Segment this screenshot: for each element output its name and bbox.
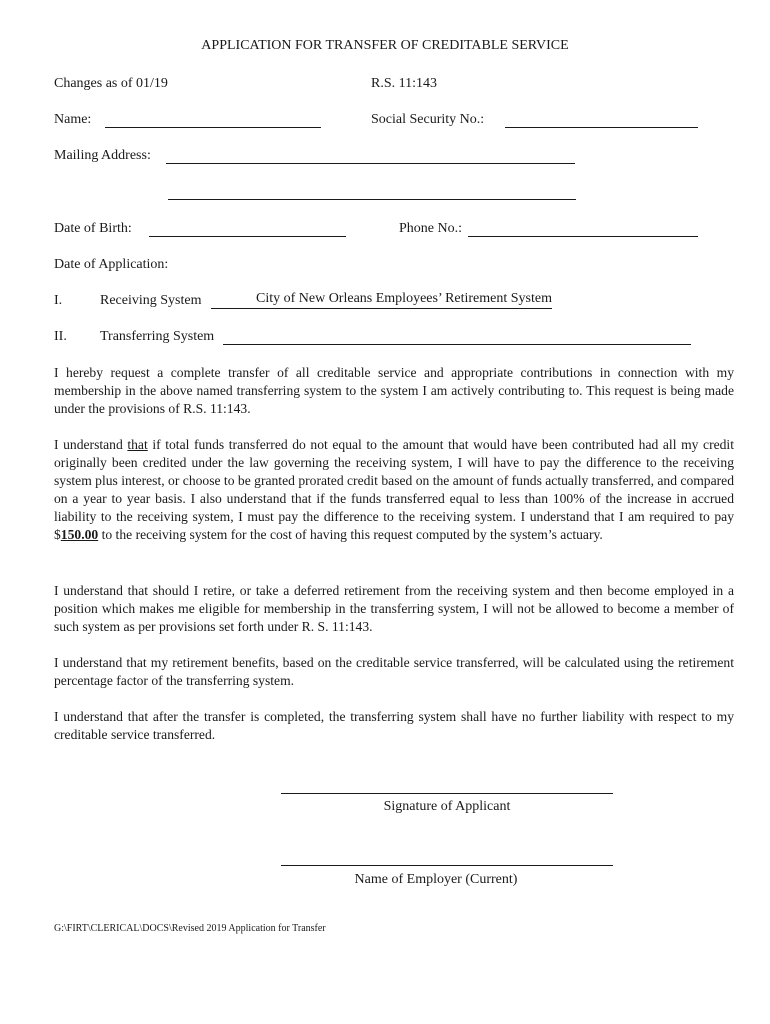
employer-name-label: Name of Employer (Current) xyxy=(354,872,518,887)
ssn-field[interactable] xyxy=(505,110,698,128)
employer-name-line[interactable] xyxy=(281,865,613,866)
changes-as-of-label: Changes as of 01/19 xyxy=(54,76,168,91)
dob-label: Date of Birth: xyxy=(54,221,132,236)
mailing-address-field-line1[interactable] xyxy=(166,146,575,164)
receiving-system-field[interactable]: City of New Orleans Employees’ Retirement System xyxy=(211,291,552,309)
applicant-signature-line[interactable] xyxy=(281,793,613,794)
phone-label: Phone No.: xyxy=(399,221,462,236)
paragraph-funds-difference xyxy=(54,436,734,544)
date-of-application-label: Date of Application: xyxy=(54,257,169,272)
applicant-signature-label: Signature of Applicant xyxy=(383,799,511,814)
paragraph-funds-text-c: to the receiving system for the cost of having this request computed by the system’s actuary. xyxy=(98,527,603,542)
paragraph-benefits: I understand that my retirement benefits, based on the creditable service transferred, will be calculated using the retirement percentage factor of the transferring system. xyxy=(54,655,734,688)
paragraph-funds-text-b: if total funds transferred do not equal to the amount that would have been contributed had all my credit originally been credited under the law governing the receiving system, I will have to pay the difference to the receiving system plus interest, or choose to be granted prorated credit based on the amount of funds actually transferred, and compared on a year to year basis. I also understand that if the funds transferred equal to less than 100% of the increase in accrued liability to the receiving system, I must pay the difference to the receiving system. I understand that I am required to pay $ xyxy=(54,437,734,542)
transferring-system-label: Transferring System xyxy=(100,329,215,344)
section2-number: II. xyxy=(54,329,67,344)
receiving-system-label: Receiving System xyxy=(100,293,202,308)
statute-label: R.S. 11:143 xyxy=(371,76,437,91)
name-field[interactable] xyxy=(105,110,321,128)
dob-field[interactable] xyxy=(149,219,346,237)
actuary-fee-amount: 150.00 xyxy=(60,527,99,542)
ssn-label: Social Security No.: xyxy=(371,112,485,127)
paragraph-request: I hereby request a complete transfer of all creditable service and appropriate contributions in connection with my membership in the above named transferring system to the system I am actively contributing to. This request is being made under the provisions of R.S. 11:143. xyxy=(54,365,734,416)
paragraph-liability: I understand that after the transfer is completed, the transferring system shall have no further liability with respect to my creditable service transferred. xyxy=(54,709,734,742)
paragraph-funds-text-a: I understand xyxy=(54,437,128,452)
transferring-system-field[interactable] xyxy=(223,327,691,345)
mailing-address-field-line2[interactable] xyxy=(168,182,576,200)
paragraph-funds-that: that xyxy=(127,437,148,452)
phone-field[interactable] xyxy=(468,219,698,237)
paragraph-retire: I understand that should I retire, or take a deferred retirement from the receiving system and then become employed in a position which makes me eligible for membership in the transferring system, I will not be allowed to become a member of such system as per provisions set forth under R. S. 11:143. xyxy=(54,583,734,634)
footer-file-path: G:\FIRT\CLERICAL\DOCS\Revised 2019 Application for Transfer xyxy=(54,923,326,934)
section1-number: I. xyxy=(54,293,63,308)
name-label: Name: xyxy=(54,112,92,127)
mailing-address-label: Mailing Address: xyxy=(54,148,151,163)
form-title: APPLICATION FOR TRANSFER OF CREDITABLE SERVICE xyxy=(201,38,569,53)
